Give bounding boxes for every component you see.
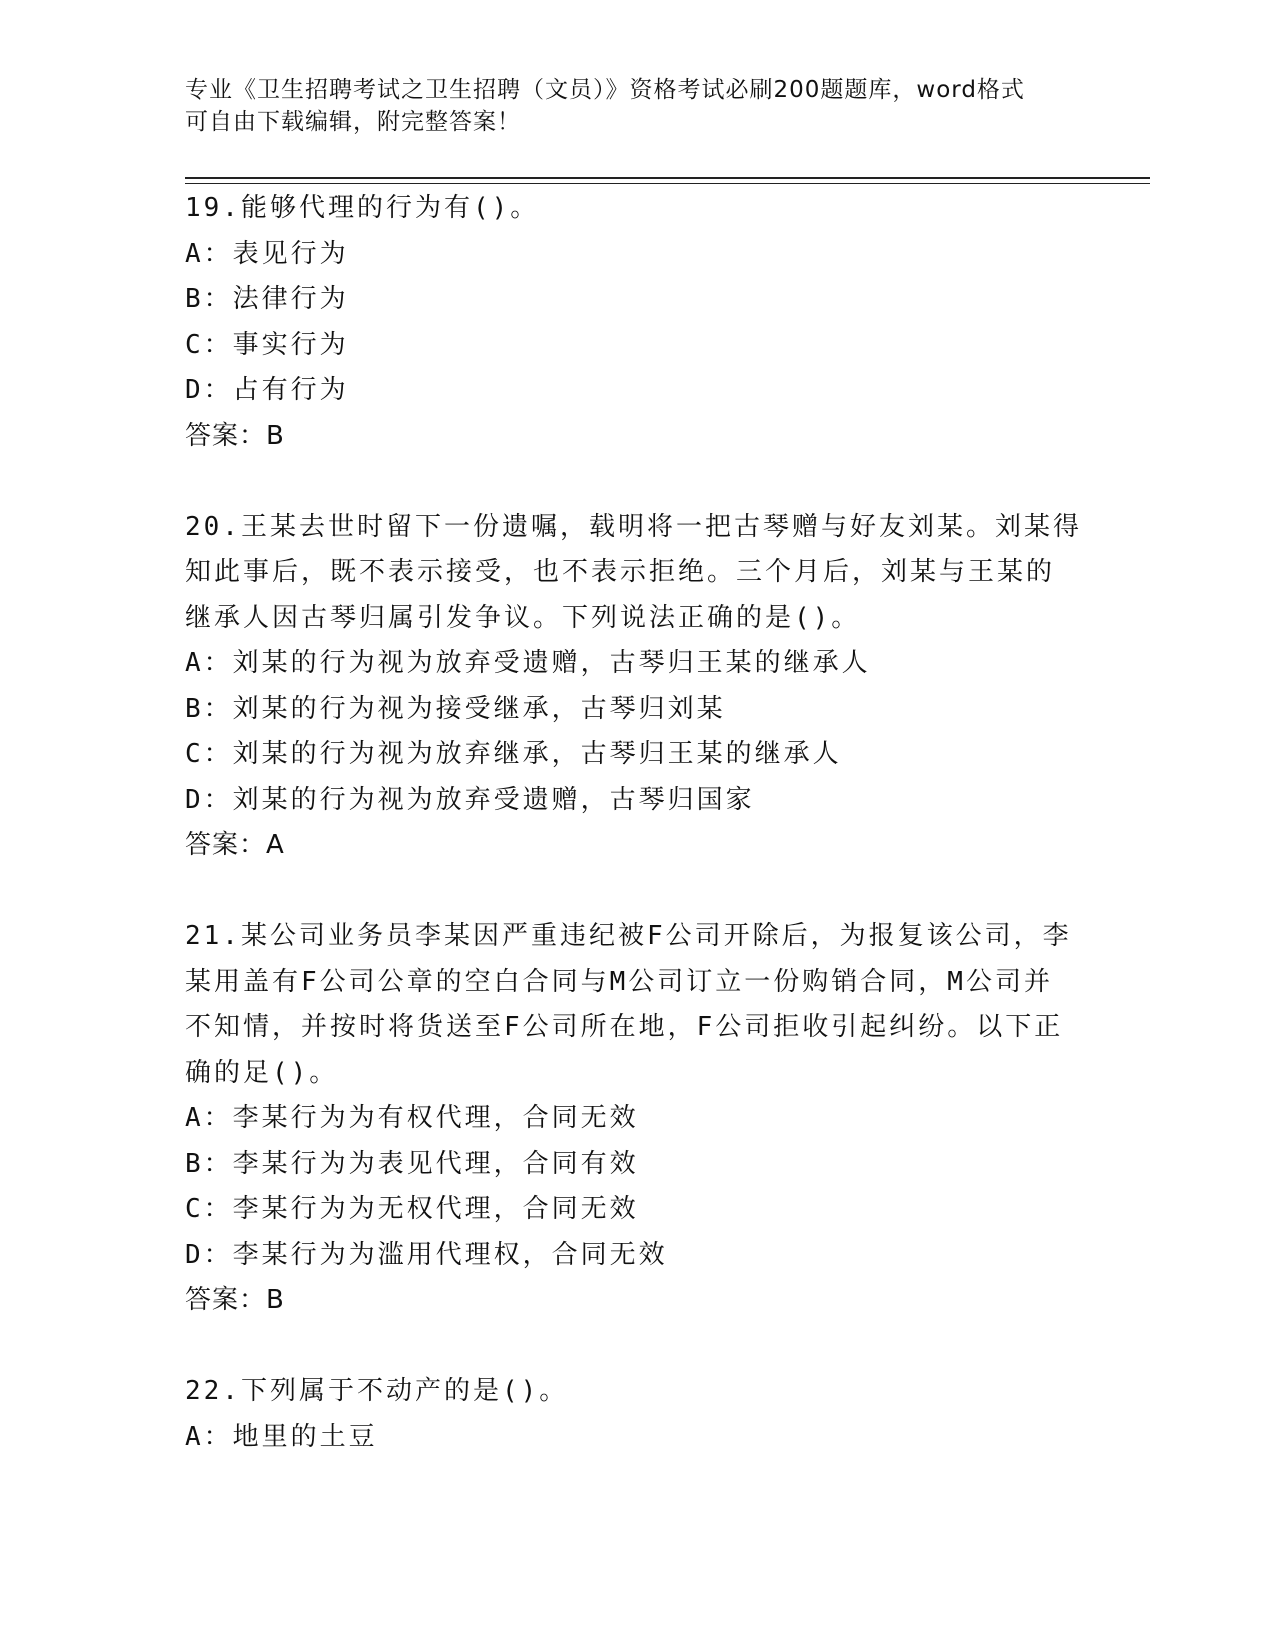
question-stem: 某用盖有F公司公章的空白合同与M公司订立一份购销合同，M公司并	[185, 966, 1053, 997]
option-a: A：地里的土豆	[185, 1421, 378, 1452]
question-stem: 19.能够代理的行为有()。	[185, 193, 540, 223]
question-stem: 20.王某去世时留下一份遗嘱，载明将一把古琴赠与好友刘某。刘某得	[185, 511, 1082, 542]
question-stem: 21.某公司业务员李某因严重违纪被F公司开除后，为报复该公司，李	[185, 921, 1072, 951]
answer-label: 答案：B	[185, 1285, 285, 1315]
question-19	[185, 186, 1085, 459]
option-a: A：刘某的行为视为放弃受遗赠，古琴归王某的继承人	[185, 648, 871, 678]
question-22	[185, 1369, 1085, 1460]
option-b: B：李某行为为表见代理，合同有效	[185, 1148, 639, 1179]
spacer	[185, 459, 1085, 505]
option-d: D：李某行为为滥用代理权，合同无效	[185, 1239, 668, 1270]
option-a: A：李某行为为有权代理，合同无效	[185, 1103, 639, 1133]
document-header	[185, 74, 1065, 138]
question-20	[185, 505, 1085, 869]
spacer	[185, 1324, 1085, 1370]
question-stem: 继承人因古琴归属引发争议。下列说法正确的是()。	[185, 602, 861, 633]
question-stem: 确的足()。	[185, 1057, 339, 1088]
option-c: C：事实行为	[185, 329, 349, 360]
header-title-line-2: 可自由下载编辑，附完整答案！	[185, 109, 521, 135]
option-d: D：刘某的行为视为放弃受遗赠，古琴归国家	[185, 784, 755, 815]
answer-label: 答案：B	[185, 420, 285, 451]
option-a: A：表见行为	[185, 238, 349, 269]
option-b: B：刘某的行为视为接受继承，古琴归刘某	[185, 693, 726, 724]
option-b: B：法律行为	[185, 284, 349, 314]
question-stem: 知此事后，既不表示接受，也不表示拒绝。三个月后，刘某与王某的	[185, 557, 1056, 587]
header-title-line-1: 专业《卫生招聘考试之卫生招聘（文员）》资格考试必刷200题题库，word格式	[185, 77, 1025, 103]
spacer	[185, 869, 1085, 915]
header-divider-thin	[185, 183, 1150, 184]
question-list	[185, 186, 1085, 1460]
header-divider-thick	[185, 177, 1150, 179]
question-stem: 22.下列属于不动产的是()。	[185, 1376, 569, 1406]
question-stem: 不知情，并按时将货送至F公司所在地，F公司拒收引起纠纷。以下正	[185, 1012, 1064, 1042]
option-c: C：刘某的行为视为放弃继承，古琴归王某的继承人	[185, 739, 842, 769]
option-d: D：占有行为	[185, 375, 349, 405]
option-c: C：李某行为为无权代理，合同无效	[185, 1194, 639, 1224]
answer-label: 答案：A	[185, 830, 285, 860]
question-21	[185, 914, 1085, 1324]
